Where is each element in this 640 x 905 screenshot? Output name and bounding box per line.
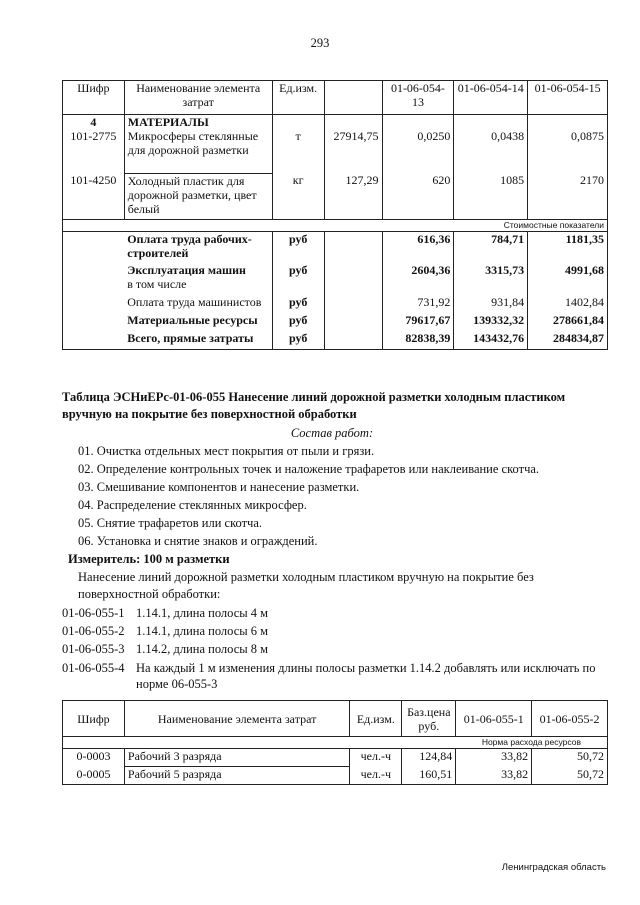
table-row: [63, 749, 608, 767]
cost-value: 79617,67: [382, 313, 454, 331]
cost-value: 82838,39: [382, 331, 454, 349]
table-row: [63, 767, 608, 785]
measure: Измеритель: 100 м разметки: [68, 552, 230, 566]
cost-name: Оплата труда машинистов: [124, 291, 272, 313]
cost-value: 139332,32: [454, 313, 528, 331]
resource-table-055: [62, 700, 608, 785]
cost-value: 143432,76: [454, 331, 528, 349]
list-item: 06. Установка и снятие знаков и ограждений.: [78, 534, 318, 548]
header-col-1: 01-06-055-1: [456, 701, 532, 737]
row-name: Холодный пластик для дорожной разметки, цвет белый: [124, 173, 272, 219]
list-item: [62, 604, 610, 622]
materials-code: 4: [63, 115, 125, 130]
header-code: Шифр: [63, 701, 125, 737]
footer-region: Ленинградская область: [501, 862, 606, 873]
cost-value: 1181,35: [528, 231, 608, 263]
row-value: 0,0438: [454, 129, 528, 173]
cost-name: Материальные ресурсы: [124, 313, 272, 331]
item-text: 1.14.1, длина полосы 6 м: [136, 624, 269, 638]
cost-row: [63, 263, 608, 277]
materials-title: МАТЕРИАЛЫ: [124, 115, 272, 130]
item-text: 1.14.1, длина полосы 4 м: [136, 606, 269, 620]
cost-name: в том числе: [124, 277, 272, 291]
item-code: 01-06-055-3: [62, 642, 125, 656]
cost-row: [63, 331, 608, 349]
row-code: 101-2775: [63, 129, 125, 173]
row-value: 33,82: [456, 767, 532, 785]
cost-name: Всего, прямые затраты: [124, 331, 272, 349]
list-item: 03. Смешивание компонентов и нанесение разметки.: [78, 480, 360, 494]
cost-row: [63, 231, 608, 263]
row-value: 1085: [454, 173, 528, 219]
item-text: На каждый 1 м изменения длины полосы разметки 1.14.2 добавлять или исключать по норме 06-055-3: [136, 661, 596, 691]
intro-text: Нанесение линий дорожной разметки холодным пластиком вручную на покрытие без поверхностной обработки:: [78, 570, 534, 601]
cost-value: 616,36: [382, 231, 454, 263]
row-value: 0,0250: [382, 129, 454, 173]
row-price: 124,84: [402, 749, 456, 767]
row-value: 50,72: [532, 767, 608, 785]
norm-caption-row: [63, 737, 608, 749]
cost-value: 931,84: [454, 291, 528, 313]
cost-unit: руб: [272, 313, 324, 331]
cost-name: Оплата труда рабочих-строителей: [124, 231, 272, 263]
row-unit: чел.-ч: [350, 767, 402, 785]
list-item: [62, 622, 610, 640]
table-header-row: [63, 701, 608, 737]
row-name: Микросферы стеклянные для дорожной разметки: [124, 129, 272, 173]
header-name: Наименование элемента затрат: [124, 81, 272, 115]
cost-caption: Стоимостные показатели: [63, 219, 608, 231]
list-item: [62, 660, 610, 692]
row-unit: кг: [272, 173, 324, 219]
cost-value: 731,92: [382, 291, 454, 313]
cost-unit: руб: [272, 231, 324, 263]
item-code: 01-06-055-4: [62, 661, 125, 675]
list-item: 05. Снятие трафаретов или скотча.: [78, 516, 263, 530]
item-code: 01-06-055-1: [62, 606, 125, 620]
section-title: Таблица ЭСНиЕРс-01-06-055 Нанесение линий дорожной разметки холодным пластиком вручную на покрытие без поверхностной обработки: [62, 390, 566, 421]
row-value: 33,82: [456, 749, 532, 767]
row-value: 0,0875: [528, 129, 608, 173]
row-unit: т: [272, 129, 324, 173]
table-row: [63, 173, 608, 219]
cost-value: 278661,84: [528, 313, 608, 331]
list-item: 02. Определение контрольных точек и наложение трафаретов или наклеивание скотча.: [78, 462, 540, 476]
row-price: 27914,75: [324, 129, 382, 173]
item-text: 1.14.2, длина полосы 8 м: [136, 642, 269, 656]
cost-value: 4991,68: [528, 263, 608, 277]
cost-row: [63, 277, 608, 291]
row-unit: чел.-ч: [350, 749, 402, 767]
row-code: 0-0003: [63, 749, 125, 767]
list-item: [62, 640, 610, 658]
row-value: 2170: [528, 173, 608, 219]
header-col-15: 01-06-054-15: [528, 81, 608, 115]
resource-table-054: [62, 80, 608, 350]
header-unit: Ед.изм.: [350, 701, 402, 737]
cost-value: 284834,87: [528, 331, 608, 349]
header-col-2: 01-06-055-2: [532, 701, 608, 737]
cost-value: 3315,73: [454, 263, 528, 277]
header-price: [324, 81, 382, 115]
row-price: 160,51: [402, 767, 456, 785]
cost-value: 784,71: [454, 231, 528, 263]
page-number: 293: [310, 36, 330, 50]
header-col-14: 01-06-054-14: [454, 81, 528, 115]
list-item: 01. Очистка отдельных мест покрытия от пыли и грязи.: [78, 444, 375, 458]
item-code: 01-06-055-2: [62, 624, 125, 638]
row-value: 50,72: [532, 749, 608, 767]
cost-unit: руб: [272, 291, 324, 313]
cost-row: [63, 291, 608, 313]
cost-name: Эксплуатация машин: [124, 263, 272, 277]
row-name: Рабочий 3 разряда: [124, 749, 349, 767]
composition-title: Состав работ:: [290, 426, 374, 440]
header-unit: Ед.изм.: [272, 81, 324, 115]
header-price: Баз.цена руб.: [402, 701, 456, 737]
norm-caption: Норма расхода ресурсов: [456, 737, 608, 749]
cost-row: [63, 313, 608, 331]
table-header-row: [63, 81, 608, 115]
header-code: Шифр: [63, 81, 125, 115]
items-list: [62, 604, 610, 692]
header-name: Наименование элемента затрат: [124, 701, 349, 737]
materials-section-row: [63, 115, 608, 130]
cost-unit: руб: [272, 263, 324, 277]
row-price: 127,29: [324, 173, 382, 219]
cost-unit: руб: [272, 331, 324, 349]
works-list: [78, 442, 602, 550]
row-name: Рабочий 5 разряда: [124, 767, 349, 785]
cost-value: 2604,36: [382, 263, 454, 277]
list-item: 04. Распределение стеклянных микросфер.: [78, 498, 307, 512]
row-value: 620: [382, 173, 454, 219]
cost-caption-row: [63, 219, 608, 231]
row-code: 101-4250: [63, 173, 125, 219]
row-code: 0-0005: [63, 767, 125, 785]
cost-value: 1402,84: [528, 291, 608, 313]
header-col-13: 01-06-054-13: [382, 81, 454, 115]
table-row: [63, 129, 608, 173]
